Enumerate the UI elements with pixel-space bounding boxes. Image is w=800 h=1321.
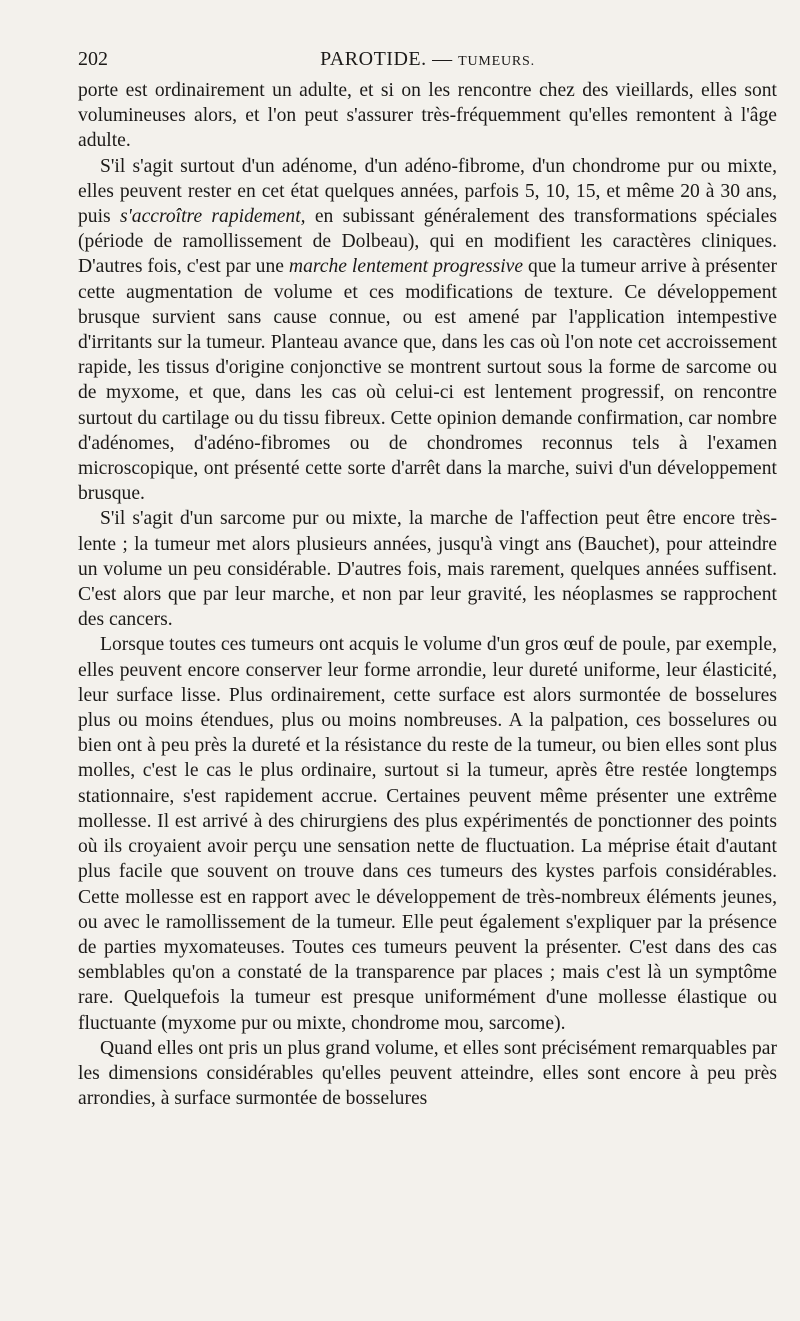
paragraph-3: S'il s'agit d'un sarcome pur ou mixte, la marche de l'affection peut être encore très-lente ; la tumeur met alors plusieurs années, jusqu'à vingt ans (Bauchet), pour atteindre un volume un peu considérable. D'autres fois, mais rarement, quelques années suffisent. C'est alors que par leur marche, et non par leur gravité, les néoplasmes se rapprochent des cancers. [78, 508, 777, 631]
paragraph-2-emphasis-2: marche lentement progressive [288, 256, 524, 278]
paragraph-2-seg-1: S'il s'agit surtout d'un adénome, d'un adéno-fibrome, d'un chondrome pur ou mixte, elles peuvent rester en cet état quelques années, parfois 5, 10, 15, et même 20 à 30 ans, puis [78, 155, 777, 228]
paragraph-2-seg-5: que la tumeur arrive à présenter cette augmentation de volume et ces modifications de texture. Ce développement brusque survient sans cause connue, ou est amené par l'application intempestive d'irritants sur la tumeur. Planteau avance que, dans les cas où l'on note cet accroissement rapide, les tissus d'origine conjonctive se montrent surtout sous la forme de sarcome ou de myxome, et que, dans les cas où celui-ci est lentement progressif, on rencontre surtout du cartilage ou du tissu fibreux. Cette opinion demande confirmation, car nombre d'adénomes, d'adéno-fibromes ou de chondromes reconnus tels à l'examen microscopique, ont présenté cette sorte d'arrêt dans la marche, suivi d'un développement brusque. [78, 256, 777, 505]
paragraph-5: Quand elles ont pris un plus grand volume, et elles sont précisément remarquables par les dimensions considérables qu'elles peuvent atteindre, elles sont encore à peu près arrondies, à surface surmontée de bosselures [78, 1037, 777, 1110]
running-title-section: TUMEURS. [458, 54, 535, 69]
paragraph-2-emphasis-1: s'accroître rapidement, [119, 206, 306, 228]
running-title [78, 40, 777, 81]
paragraph-2 [78, 154, 777, 507]
running-head [78, 40, 777, 78]
paragraph-2-seg-3: en subissant généralement des transformations spéciales (période de ramollissement de Dolbeau), qui en modifient les caractères cliniques. D'autres fois, c'est par une [78, 206, 777, 278]
page-number: 202 [78, 48, 108, 70]
running-title-main: PAROTIDE. — [320, 48, 453, 70]
paragraph-1: porte est ordinairement un adulte, et si on les rencontre chez des vieillards, elles sont volumineuses alors, et l'on peut s'assurer très-fréquemment qu'elles remontent à l'âge adulte. [78, 80, 777, 152]
body-text [78, 78, 777, 1111]
paragraph-4: Lorsque toutes ces tumeurs ont acquis le volume d'un gros œuf de poule, par exemple, elles peuvent encore conserver leur forme arrondie, leur dureté uniforme, leur élasticité, leur surface lisse. Plus ordinairement, cette surface est alors surmontée de bosselures plus ou moins étendues, plus ou moins nombreuses. A la palpation, ces bosselures ou bien ont à peu près la dureté et la résistance du reste de la tumeur, ou bien elles sont plus molles, c'est le cas le plus ordinaire, surtout si la tumeur, après être restée longtemps stationnaire, s'est rapidement accrue. Certaines peuvent même présenter une extrême mollesse. Il est arrivé à des chirurgiens des plus expérimentés de ponctionner des points où ils croyaient avoir perçu une sensation nette de fluctuation. La méprise était d'autant plus facile que souvent on trouve dans ces tumeurs des kystes parfois considérables. Cette mollesse est en rapport avec le développement de très-nombreux éléments jeunes, ou avec le ramollissement de la tumeur. Elle peut également s'expliquer par la présence de parties myxomateuses. Toutes ces tumeurs peuvent la présenter. C'est dans des cas semblables qu'on a constaté de la transparence par places ; mais c'est là un symptôme rare. Quelquefois la tumeur est presque uniformément d'une mollesse élastique ou fluctuante (myxome pur ou mixte, chondrome mou, sarcome). [78, 634, 777, 1034]
